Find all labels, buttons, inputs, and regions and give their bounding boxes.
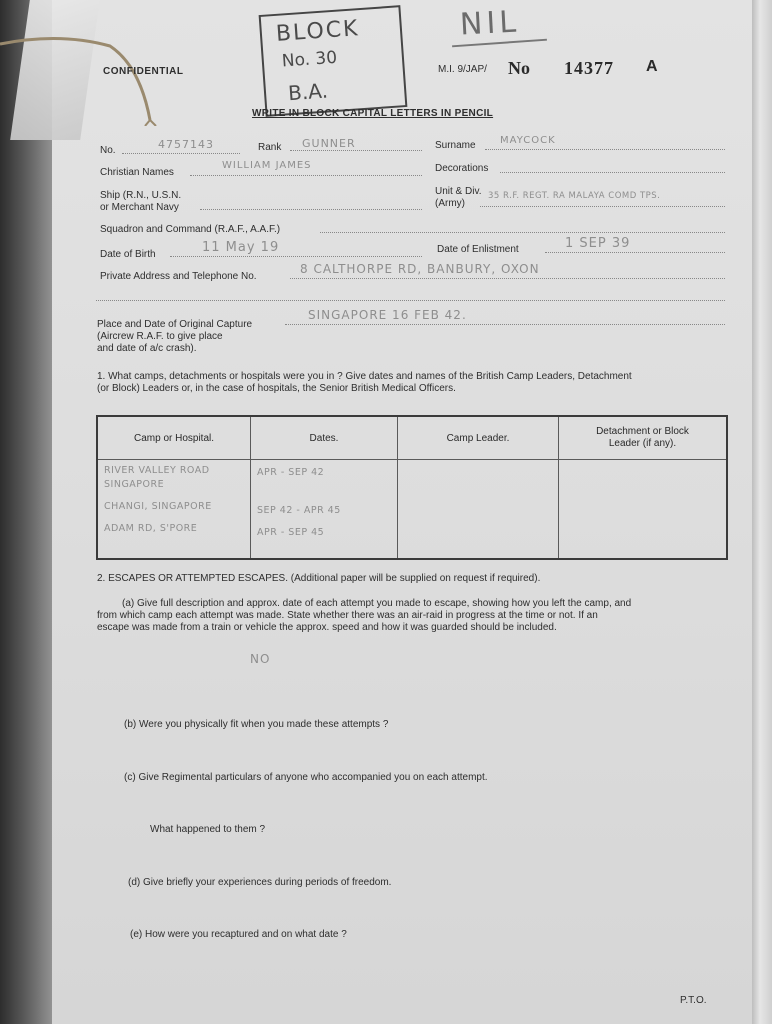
dob-label: Date of Birth [100,249,156,260]
enlistment-value: 1 SEP 39 [565,236,631,251]
capture-label-3: and date of a/c crash). [97,343,197,354]
squadron-label: Squadron and Command (R.A.F., A.A.F.) [100,224,281,235]
q1-text-line-2: (or Block) Leaders or, in the case of hospitals, the Senior British Medical Officers. [97,383,456,394]
stamp-line-2: No. 30 [281,47,338,72]
q1-text-line-1: 1. What camps, detachments or hospitals were you in ? Give dates and names of the British Camp Leaders, Detachment [97,371,632,382]
ship-label-2: or Merchant Navy [100,202,179,213]
dob-value: 11 May 19 [202,240,280,255]
col-block-leader: Detachment or Block Leader (if any). [559,416,728,460]
stamp-line-1: BLOCK [275,16,361,47]
camp-row-2: CHANGI, SINGAPORE [104,501,212,512]
capture-label-2: (Aircrew R.A.F. to give place [97,331,223,342]
q2c-followup: What happened to them ? [150,824,266,835]
tag-string [0,36,160,126]
address-label: Private Address and Telephone No. [100,271,257,282]
mi9-ref: M.I. 9/JAP/ [438,64,487,75]
block-stamp [259,5,408,117]
capture-label-1: Place and Date of Original Capture [97,319,253,330]
q2-title: 2. ESCAPES OR ATTEMPTED ESCAPES. (Additional paper will be supplied on request if required). [97,573,541,584]
camps-table [96,415,728,560]
dates-row-2: SEP 42 - APR 45 [257,505,341,516]
form-number: 14377 [564,58,614,78]
capture-value: SINGAPORE 16 FEB 42. [308,308,467,322]
q2c-text: (c) Give Regimental particulars of anyone who accompanied you on each attempt. [124,772,488,783]
rank-value: GUNNER [302,137,356,150]
surname-value: MAYCOCK [500,135,556,146]
no-field-value: 4757143 [158,138,214,151]
enlistment-label: Date of Enlistment [437,244,519,255]
leader-cell [398,460,559,560]
page-edge [752,0,772,1024]
no-field-label: No. [100,145,116,156]
dates-cell [251,460,398,560]
unit-label-2: (Army) [435,198,465,209]
camp-row-1: RIVER VALLEY ROAD SINGAPORE [104,465,210,490]
christian-names-value: WILLIAM JAMES [222,160,312,171]
confidential-label: CONFIDENTIAL [103,66,184,77]
form-suffix: A [646,58,658,75]
col-camp-leader: Camp Leader. [398,416,559,460]
q2a-line-3: escape was made from a train or vehicle the approx. speed and how it was guarded should be included. [97,622,557,633]
ship-label-1: Ship (R.N., U.S.N. [100,190,182,201]
unit-value: 35 R.F. REGT. RA MALAYA COMD TPS. [488,191,661,201]
rank-label: Rank [258,142,282,153]
dates-row-1: APR - SEP 42 [257,467,325,478]
decorations-label: Decorations [435,163,489,174]
nil-mark: NIL [459,4,521,43]
surname-label: Surname [435,140,476,151]
pto-label: P.T.O. [680,995,707,1006]
dates-row-3: APR - SEP 45 [257,527,325,538]
camp-row-3: ADAM RD, S'PORE [104,523,198,534]
q2a-line-1: (a) Give full description and approx. date of each attempt you made to escape, showing how you left the camp, and [122,598,632,609]
camp-cell [97,460,251,560]
block-leader-cell [559,460,728,560]
col-camp: Camp or Hospital. [97,416,251,460]
no-label: No [508,58,530,78]
q2a-answer: NO [250,652,271,666]
christian-names-label: Christian Names [100,167,174,178]
q2e-text: (e) How were you recaptured and on what date ? [130,929,347,940]
address-value: 8 CALTHORPE RD, BANBURY, OXON [300,262,540,276]
q2d-text: (d) Give briefly your experiences during periods of freedom. [128,877,392,888]
pencil-instruction: WRITE IN BLOCK CAPITAL LETTERS IN PENCIL [252,108,494,119]
unit-label-1: Unit & Div. [435,186,482,197]
q2b-text: (b) Were you physically fit when you made these attempts ? [124,719,389,730]
stamp-line-3: B.A. [287,78,329,106]
col-dates: Dates. [251,416,398,460]
q2a-line-2: from which camp each attempt was made. State whether there was an air-raid in progress at the time or not. If an [97,610,598,621]
